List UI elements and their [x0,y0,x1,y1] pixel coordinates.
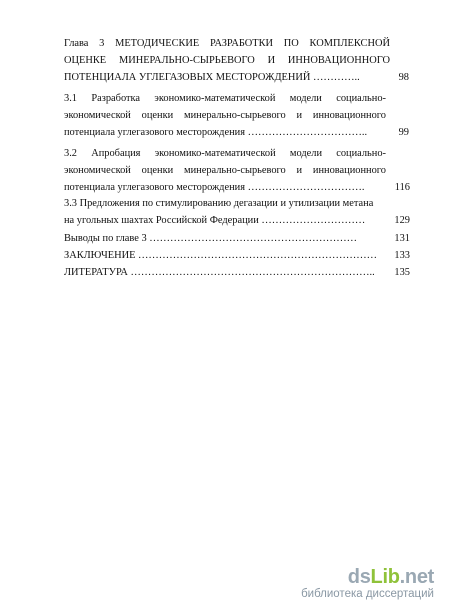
toc-conclusions3: Выводы по главе 3 …………………………………………………… [64,233,358,244]
toc-literature-page: 135 [394,267,410,278]
toc-chapter3-line2: ОЦЕНКЕ МИНЕРАЛЬНО-СЫРЬЕВОГО И ИННОВАЦИОННОГО [64,55,390,66]
logo-net: .net [399,566,434,588]
toc-conclusion-page: 133 [394,250,410,261]
toc-s32-line2: экономической оценки минерально-сырьевого и инновационного [64,165,386,176]
logo-lib: Lib [370,566,400,588]
dslib-logo [301,567,434,587]
toc-s32-line1: 3.2 Апробация экономико-математической модели социально- [64,148,386,159]
toc-chapter3-line3: ПОТЕНЦИАЛА УГЛЕГАЗОВЫХ МЕСТОРОЖДЕНИЙ ………….. [64,72,360,83]
toc-s33-line2: на угольных шахтах Российской Федерации ………………………… [64,215,366,226]
toc-chapter3-line1: Глава 3 МЕТОДИЧЕСКИЕ РАЗРАБОТКИ ПО КОМПЛЕКСНОЙ [64,38,390,49]
toc-s31-page: 99 [398,127,409,138]
toc-conclusion: ЗАКЛЮЧЕНИЕ …………………………………………………………… [64,250,378,261]
toc-s33-line1: 3.3 Предложения по стимулированию дегазации и утилизации метана [64,198,374,209]
toc-s31-line1: 3.1 Разработка экономико-математической модели социально- [64,93,386,104]
toc-s33-page: 129 [394,215,410,226]
dslib-subtitle: библиотека диссертаций [301,588,434,600]
toc-chapter3-page: 98 [398,72,409,83]
toc-s31-line2: экономической оценки минерально-сырьевого и инновационного [64,110,386,121]
toc-s32-line3: потенциала углегазового месторождения ……………………………. [64,182,365,193]
toc-s31-line3: потенциала углегазового месторождения …………………………….. [64,127,368,138]
toc-literature: ЛИТЕРАТУРА …………………………………………………………….. [64,267,375,278]
dslib-watermark [301,567,434,601]
logo-ds: ds [347,566,371,588]
toc-s32-page: 116 [394,182,410,193]
toc-conclusions3-page: 131 [394,233,410,244]
